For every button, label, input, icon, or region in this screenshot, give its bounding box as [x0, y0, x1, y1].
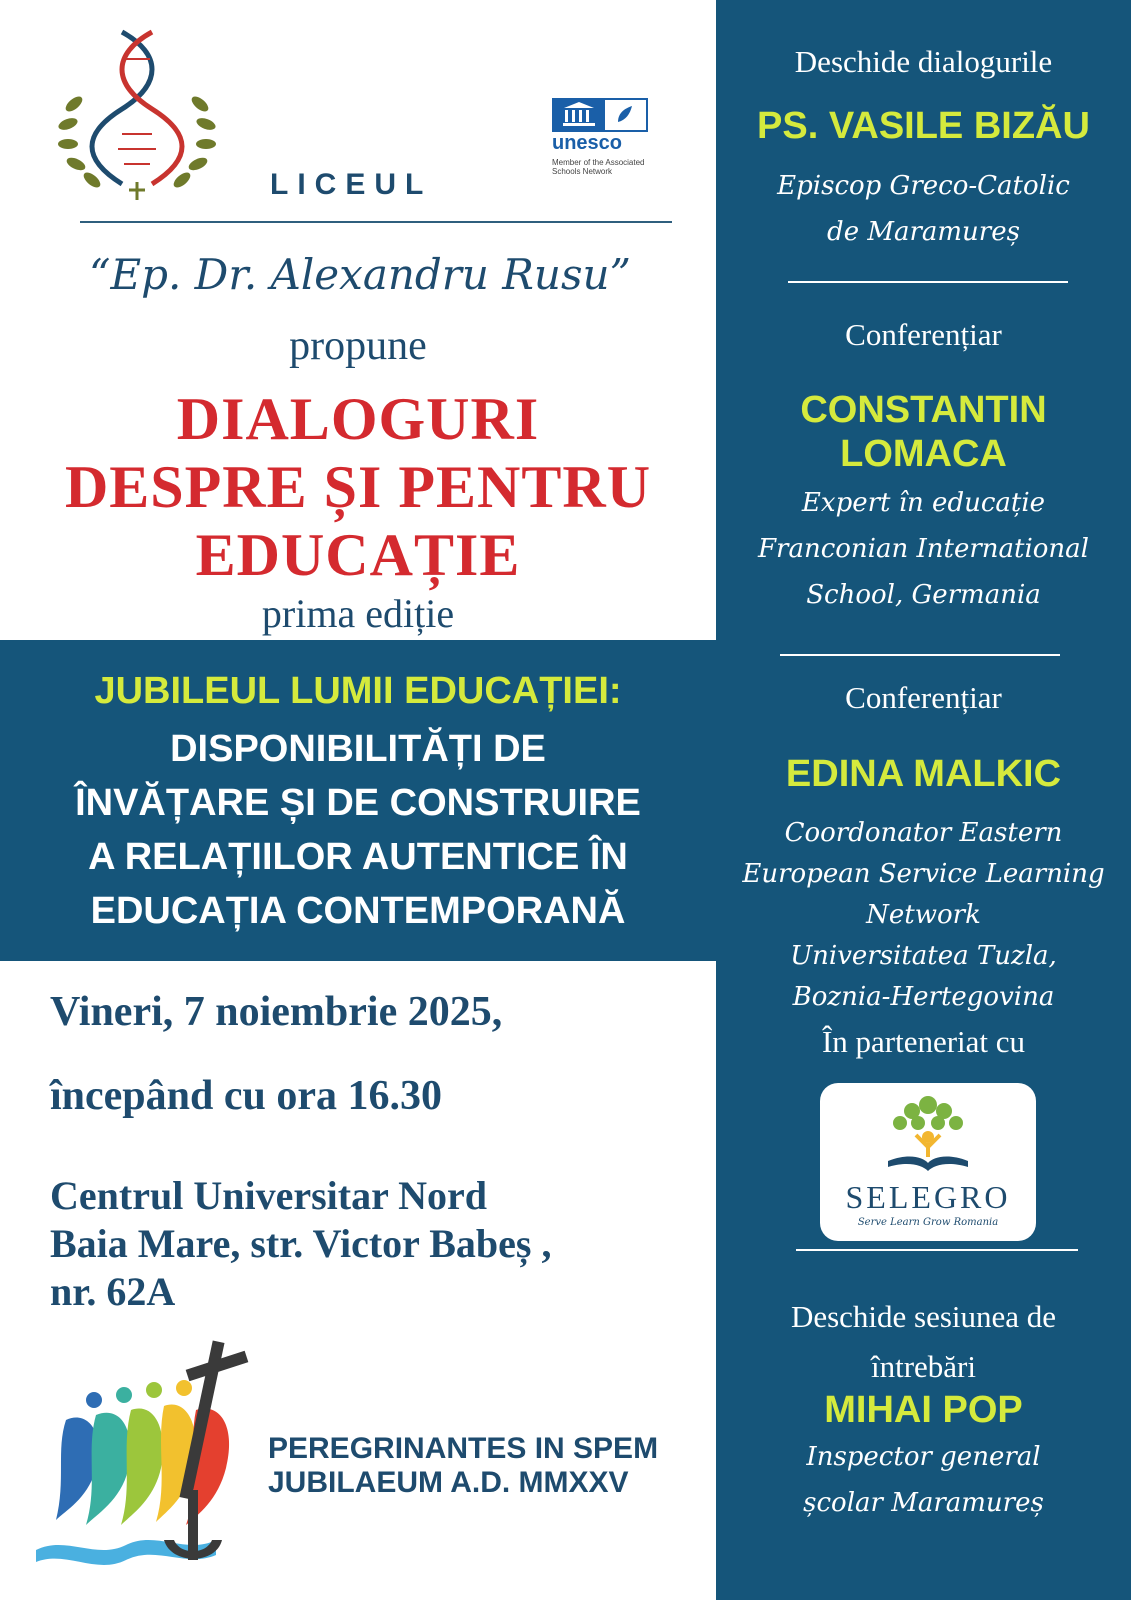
speaker1-desc: [716, 480, 1131, 618]
desc-line: Inspector general: [806, 1442, 1041, 1472]
speaker2-name: EDINA MALKIC: [785, 753, 1062, 795]
right-divider: [796, 1249, 1078, 1251]
school-name: “Ep. Dr. Alexandru Rusu”: [88, 250, 632, 299]
edition-label: prima ediție: [261, 591, 455, 636]
theme-line: A RELAȚIILOR AUTENTICE ÎN: [88, 836, 628, 878]
event-date: Vineri, 7 noiembrie 2025,: [50, 989, 503, 1035]
desc-line: Coordonator Eastern: [784, 818, 1063, 848]
name-line: LOMACA: [840, 433, 1007, 475]
title-line: DESPRE ȘI PENTRU: [64, 454, 652, 520]
partner-sub: Serve Learn Grow Romania: [857, 1217, 999, 1228]
speaker2-label: Conferențiar: [845, 680, 1002, 715]
jubilee-pilgrims-logo-icon: [36, 1340, 261, 1575]
dna-laurel-logo-icon: [52, 24, 222, 204]
partner-name: SELEGRO: [845, 1179, 1011, 1215]
qa-line: Deschide sesiunea de: [790, 1299, 1057, 1334]
unesco-logo-icon: [552, 98, 648, 132]
qa-name: MIHAI POP: [824, 1389, 1023, 1431]
jubilee-motto: [268, 1432, 658, 1500]
event-time: începând cu ora 16.30: [50, 1073, 443, 1119]
theme-text: [10, 722, 706, 938]
right-divider: [780, 654, 1060, 656]
desc-line: European Service Learning: [742, 859, 1105, 889]
selegro-tree-logo-icon: [878, 1091, 978, 1179]
unesco-word: unesco: [552, 132, 623, 154]
jubilee-line: PEREGRINANTES IN SPEM: [268, 1432, 659, 1465]
place-line: nr. 62A: [50, 1269, 176, 1314]
theme-line: DISPONIBILITĂȚI DE: [170, 728, 546, 770]
qa-desc: [716, 1434, 1131, 1526]
desc-line: Boznia-Hertegovina: [792, 982, 1055, 1012]
desc-line: School, Germania: [806, 580, 1041, 610]
desc-line: Episcop Greco-Catolic: [777, 171, 1070, 201]
desc-line: Network: [866, 900, 981, 930]
right-divider: [788, 281, 1068, 283]
qa-line: întrebări: [870, 1349, 976, 1384]
theme-accent: JUBILEUL LUMII EDUCAȚIEI:: [94, 670, 622, 712]
event-title: [20, 385, 696, 589]
speaker1-name: [716, 388, 1131, 476]
place-line: Centrul Universitar Nord: [50, 1173, 487, 1218]
propune-label: propune: [289, 323, 427, 369]
unesco-sub: Member of the Associated Schools Network: [552, 158, 645, 176]
place-line: Baia Mare, str. Victor Babeș ,: [50, 1221, 552, 1266]
qa-label: [716, 1292, 1131, 1392]
opener-label: Deschide dialogurile: [794, 44, 1053, 79]
name-line: CONSTANTIN: [800, 389, 1047, 431]
desc-line: Universitatea Tuzla,: [790, 941, 1057, 971]
title-line: EDUCAȚIE: [195, 522, 521, 588]
desc-line: Franconian International: [757, 534, 1089, 564]
theme-line: EDUCAȚIA CONTEMPORANĂ: [90, 890, 626, 932]
desc-line: de Maramureș: [827, 217, 1020, 247]
title-line: DIALOGURI: [176, 386, 540, 452]
partner-label: În parteneriat cu: [821, 1024, 1026, 1059]
liceul-label: LICEUL: [270, 168, 433, 201]
opener-desc: [716, 163, 1131, 255]
header-divider: [80, 221, 672, 223]
partner-logo: [820, 1083, 1036, 1241]
speaker2-desc: [716, 813, 1131, 1018]
opener-name: PS. VASILE BIZĂU: [757, 105, 1090, 147]
desc-line: Expert în educație: [801, 488, 1046, 518]
theme-line: ÎNVĂȚARE ȘI DE CONSTRUIRE: [75, 782, 641, 824]
event-place: [50, 1172, 670, 1316]
speaker1-label: Conferențiar: [845, 317, 1002, 352]
jubilee-line: JUBILAEUM A.D. MMXXV: [268, 1466, 629, 1499]
desc-line: școlar Maramureș: [803, 1488, 1044, 1518]
